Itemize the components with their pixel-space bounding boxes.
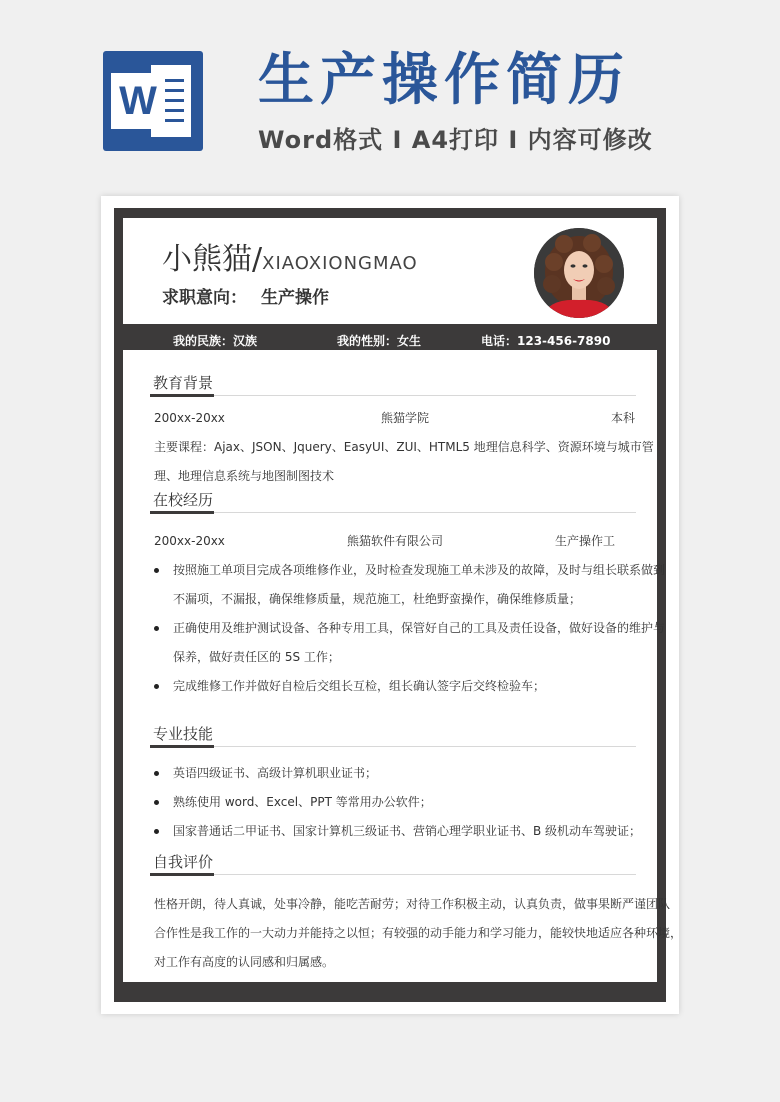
skill-item-2: 熟练使用 word、Excel、PPT 等常用办公软件； <box>173 795 432 809</box>
section-divider <box>150 874 636 875</box>
banner-title: 生产操作简历 <box>258 48 630 113</box>
education-period: 200xx-20xx <box>154 411 225 425</box>
education-school: 熊猫学院 <box>381 411 430 425</box>
bullet-dot <box>154 829 159 834</box>
experience-duty-1: 按照施工单项目完成各项维修作业，及时检查发现施工单未涉及的故障，及时与组长联系做到 <box>173 563 666 577</box>
bullet-dot <box>154 771 159 776</box>
bullet-dot <box>154 684 159 689</box>
section-divider <box>150 512 636 513</box>
skill-item-1: 英语四级证书、高级计算机职业证书； <box>173 766 378 780</box>
education-courses-cont: 理、地理信息系统与地图制图技术 <box>154 469 335 483</box>
experience-period: 200xx-20xx <box>154 534 225 548</box>
section-underline-mark <box>150 394 214 397</box>
info-gender: 我的性别：女生 <box>337 334 422 348</box>
experience-role: 生产操作工 <box>555 534 616 548</box>
section-title-experience: 在校经历 <box>153 491 214 509</box>
experience-duty-2-cont: 保养，做好责任区的 5S 工作； <box>173 650 340 664</box>
bullet-dot <box>154 626 159 631</box>
avatar-photo <box>534 228 624 318</box>
section-title-skills: 专业技能 <box>153 725 214 743</box>
experience-duty-2: 正确使用及维护测试设备、各种专用工具，保管好自己的工具及责任设备，做好设备的维护与 <box>173 621 666 635</box>
section-underline-mark <box>150 873 214 876</box>
section-underline-mark <box>150 745 214 748</box>
candidate-name <box>162 240 418 284</box>
job-intent <box>162 286 329 310</box>
self-eval-line-3: 对工作有高度的认同感和归属感。 <box>154 955 335 969</box>
info-phone: 电话：123-456-7890 <box>481 334 611 348</box>
experience-duty-3: 完成维修工作并做好自检后交组长互检，组长确认签字后交终检验车； <box>173 679 546 693</box>
job-intent-label: 求职意向： <box>162 288 247 308</box>
experience-company: 熊猫软件有限公司 <box>347 534 444 548</box>
section-title-education: 教育背景 <box>153 374 214 392</box>
experience-duty-1-cont: 不漏项，不漏报，确保维修质量，规范施工，杜绝野蛮操作，确保维修质量； <box>173 592 582 606</box>
banner-subtitle: Word格式 I A4打印 I 内容可修改 <box>258 126 653 154</box>
skill-item-3: 国家普通话二甲证书、国家计算机三级证书、营销心理学职业证书、B 级机动车驾驶证； <box>173 824 642 838</box>
section-title-self-evaluation: 自我评价 <box>153 853 214 871</box>
education-courses: 主要课程：Ajax、JSON、Jquery、EasyUI、ZUI、HTML5 地理信息科学、资源环境与城市管 <box>154 440 654 454</box>
word-letter-badge: W <box>111 73 165 129</box>
name-pinyin: XIAOXIONGMAO <box>262 253 418 274</box>
self-eval-line-2: 合作性是我工作的一大动力并能持之以恒；有较强的动手能力和学习能力，能较快地适应各种环境， <box>154 926 683 940</box>
section-underline-mark <box>150 511 214 514</box>
job-intent-value: 生产操作 <box>261 288 329 308</box>
self-eval-line-1: 性格开朗，待人真诚，处事冷静，能吃苦耐劳；对待工作积极主动，认真负责，做事果断严谨团队 <box>154 897 671 911</box>
bullet-dot <box>154 800 159 805</box>
education-degree: 本科 <box>611 411 636 425</box>
section-divider <box>150 746 636 747</box>
bullet-dot <box>154 568 159 573</box>
info-ethnicity: 我的民族：汉族 <box>173 334 258 348</box>
word-icon <box>103 51 203 151</box>
section-divider <box>150 395 636 396</box>
name-chinese: 小熊猫/ <box>162 242 263 277</box>
